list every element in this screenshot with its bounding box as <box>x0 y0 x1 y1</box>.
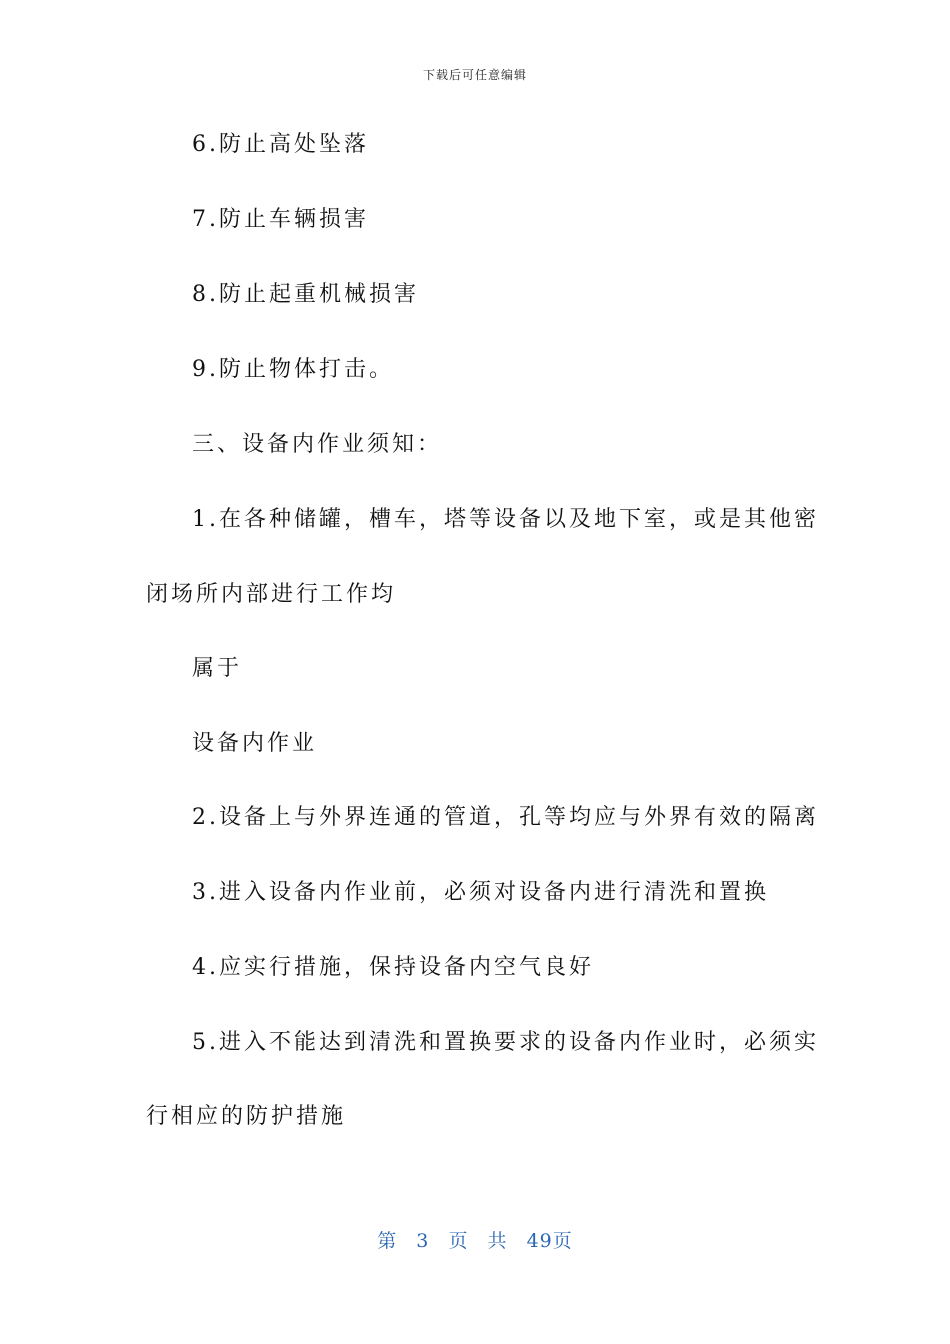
list-item: 1.在各种储罐，槽车，塔等设备以及地下室，或是其他密 <box>192 507 819 532</box>
section-heading: 三、设备内作业须知： <box>192 432 443 457</box>
list-item: 9.防止物体打击。 <box>192 357 394 382</box>
list-item: 3.进入设备内作业前，必须对设备内进行清洗和置换 <box>192 880 769 905</box>
list-item: 4.应实行措施，保持设备内空气良好 <box>192 955 594 980</box>
paragraph-continuation: 闭场所内部进行工作均 <box>146 582 397 607</box>
paragraph-line: 属于 <box>192 656 243 681</box>
footer-label-gong: 共 <box>487 1230 508 1252</box>
paragraph-continuation: 行相应的防护措施 <box>146 1104 347 1129</box>
footer-label-ye: 页 <box>448 1230 469 1252</box>
list-item: 8.防止起重机械损害 <box>192 282 419 307</box>
list-item: 5.进入不能达到清洗和置换要求的设备内作业时，必须实 <box>192 1030 819 1055</box>
paragraph-line: 设备内作业 <box>192 731 318 756</box>
list-item: 7.防止车辆损害 <box>192 207 369 232</box>
list-item: 6.防止高处坠落 <box>192 132 369 157</box>
current-page-number: 3 <box>416 1230 430 1252</box>
page-footer <box>0 1226 950 1253</box>
header-note: 下载后可任意编辑 <box>422 68 527 82</box>
footer-label-di: 第 <box>377 1230 398 1252</box>
list-item: 2.设备上与外界连通的管道，孔等均应与外界有效的隔离 <box>192 805 819 830</box>
total-pages: 49页 <box>526 1230 573 1252</box>
